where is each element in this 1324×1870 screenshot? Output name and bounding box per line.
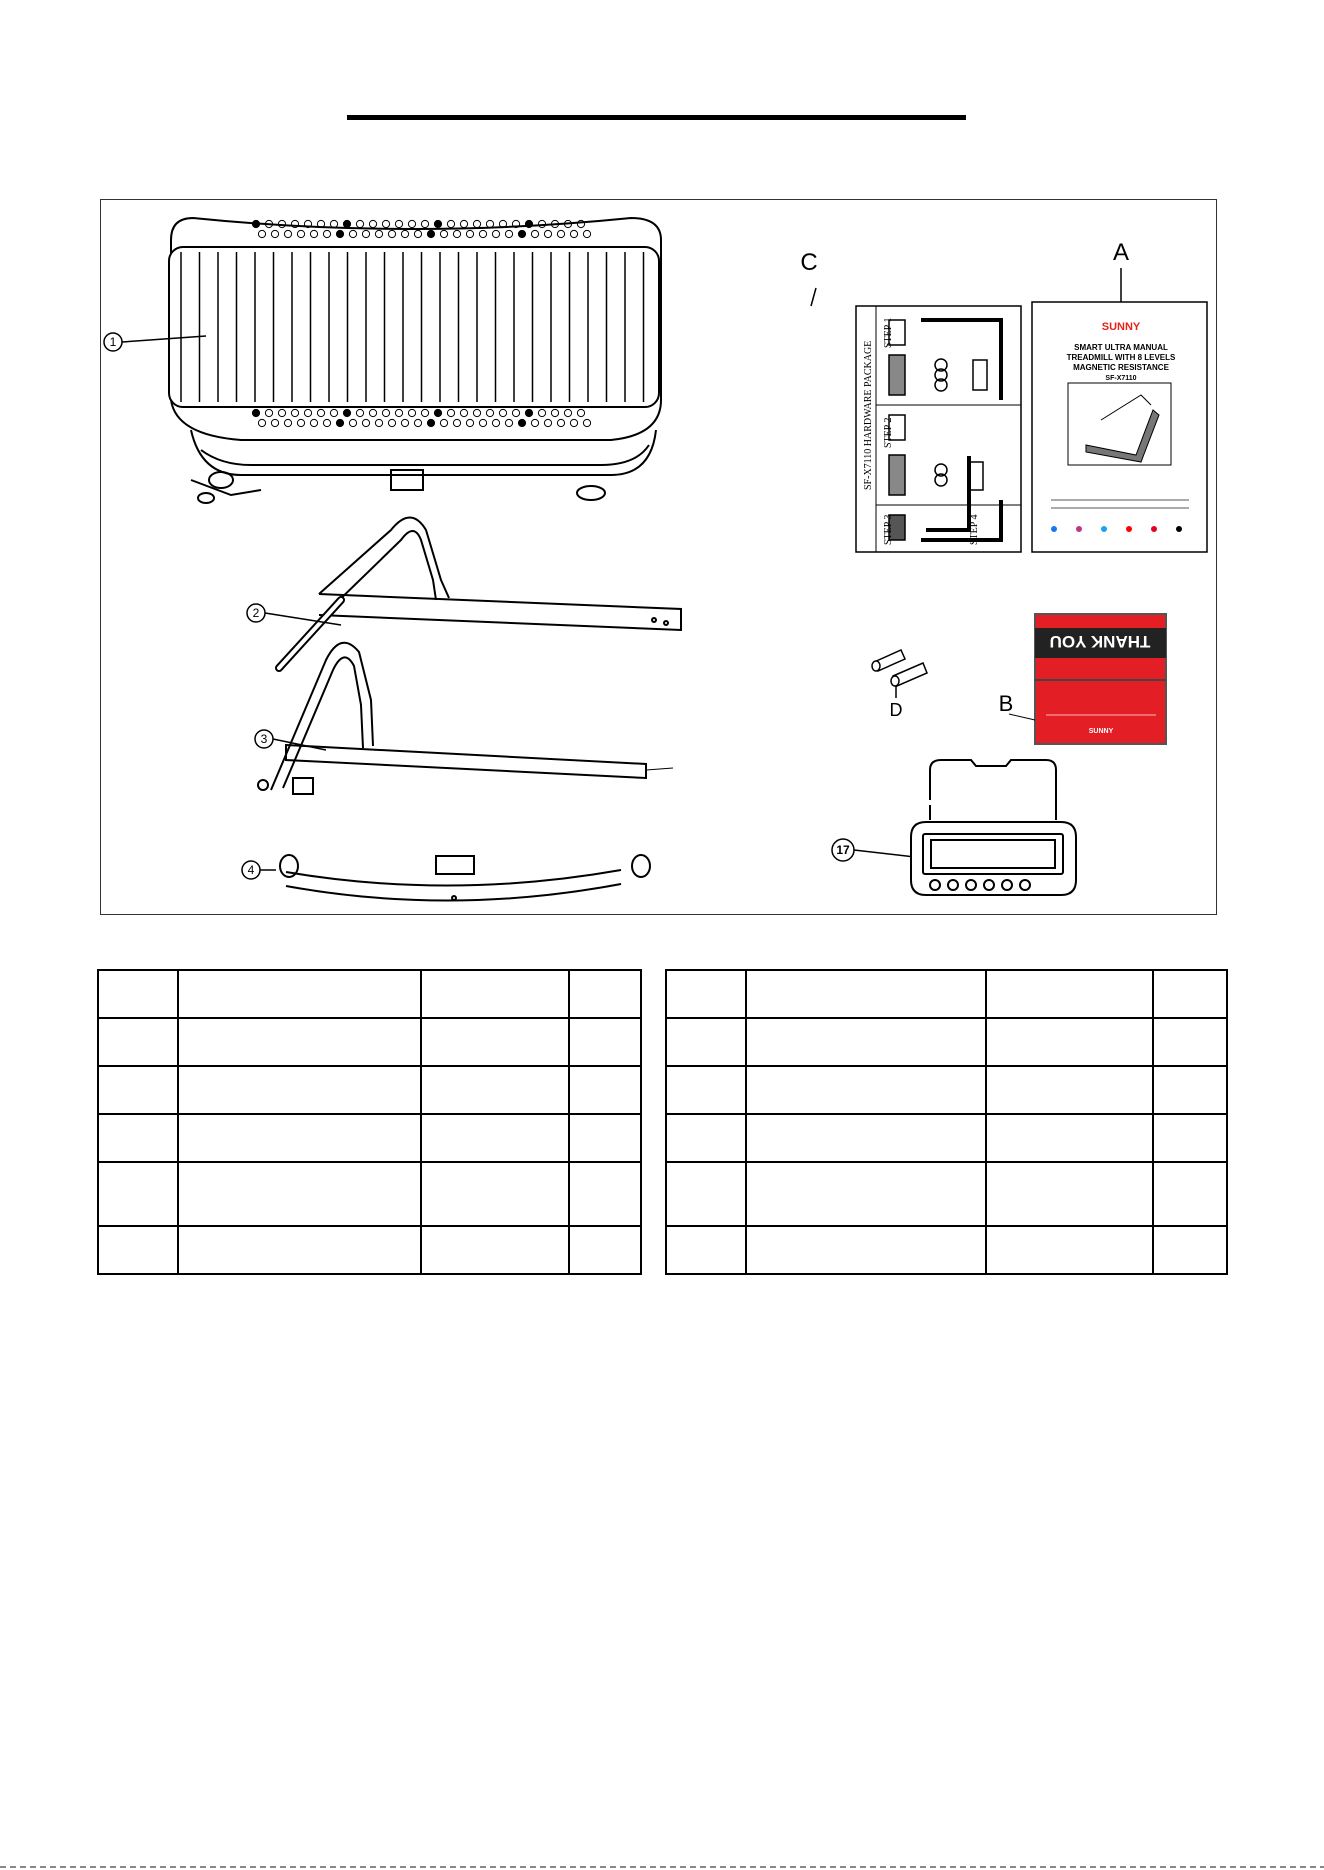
page-bottom-edge: [0, 1866, 1324, 1868]
thank-you-text: THANK YOU: [1049, 632, 1151, 651]
roller-pins: [872, 650, 927, 698]
thank-you-card: [1009, 614, 1166, 744]
hardware-package-label: SF-X7110 HARDWARE PACKAGE: [863, 340, 874, 490]
manual-model: SF-X7110: [1105, 375, 1137, 382]
table-row: [98, 1226, 641, 1274]
callout-3: 3: [260, 732, 268, 746]
table-row: [98, 970, 641, 1018]
callout-17: 17: [836, 843, 850, 857]
callout-1: 1: [109, 335, 117, 349]
table-row: [666, 1162, 1227, 1226]
user-manual: [1032, 268, 1207, 552]
title-underline: [347, 115, 966, 120]
table-row: [98, 1018, 641, 1066]
hardware-step-2: STEP 2: [883, 417, 894, 448]
item-label-a: A: [1112, 239, 1130, 266]
table-row: [666, 1066, 1227, 1114]
item-label-c: C: [800, 249, 818, 276]
parts-figure: [100, 199, 1217, 915]
console-drawing: [911, 760, 1076, 895]
table-row: [666, 970, 1227, 1018]
hardware-step-1: STEP 1: [883, 317, 894, 348]
parts-table-right: [665, 969, 1228, 1275]
table-row: [666, 1114, 1227, 1162]
right-upright-drawing: [258, 643, 673, 794]
cross-bar-drawing: [280, 855, 650, 901]
item-label-d: D: [889, 700, 903, 720]
thank-you-brand: SUNNY: [1088, 728, 1114, 735]
parts-table-left: [97, 969, 642, 1275]
table-row: [666, 1018, 1227, 1066]
hardware-package-card: [811, 288, 1021, 552]
table-row: [98, 1162, 641, 1226]
hardware-step-4: STEP 4: [969, 514, 980, 545]
left-upright-drawing: [279, 518, 681, 669]
manual-title-line-3: MAGNETIC RESISTANCE: [1073, 363, 1169, 372]
table-row: [98, 1114, 641, 1162]
hardware-step-3: STEP 3: [883, 514, 894, 545]
callout-4: 4: [247, 863, 255, 877]
table-row: [666, 1226, 1227, 1274]
manual-brand: SUNNY: [1101, 321, 1141, 333]
treadmill-base-drawing: [169, 218, 661, 503]
manual-title-line-2: TREADMILL WITH 8 LEVELS: [1066, 353, 1176, 362]
callout-2: 2: [252, 606, 260, 620]
table-row: [98, 1066, 641, 1114]
manual-title-line-1: SMART ULTRA MANUAL: [1074, 343, 1168, 352]
item-label-b: B: [998, 691, 1014, 716]
parts-illustration: [101, 200, 1218, 916]
